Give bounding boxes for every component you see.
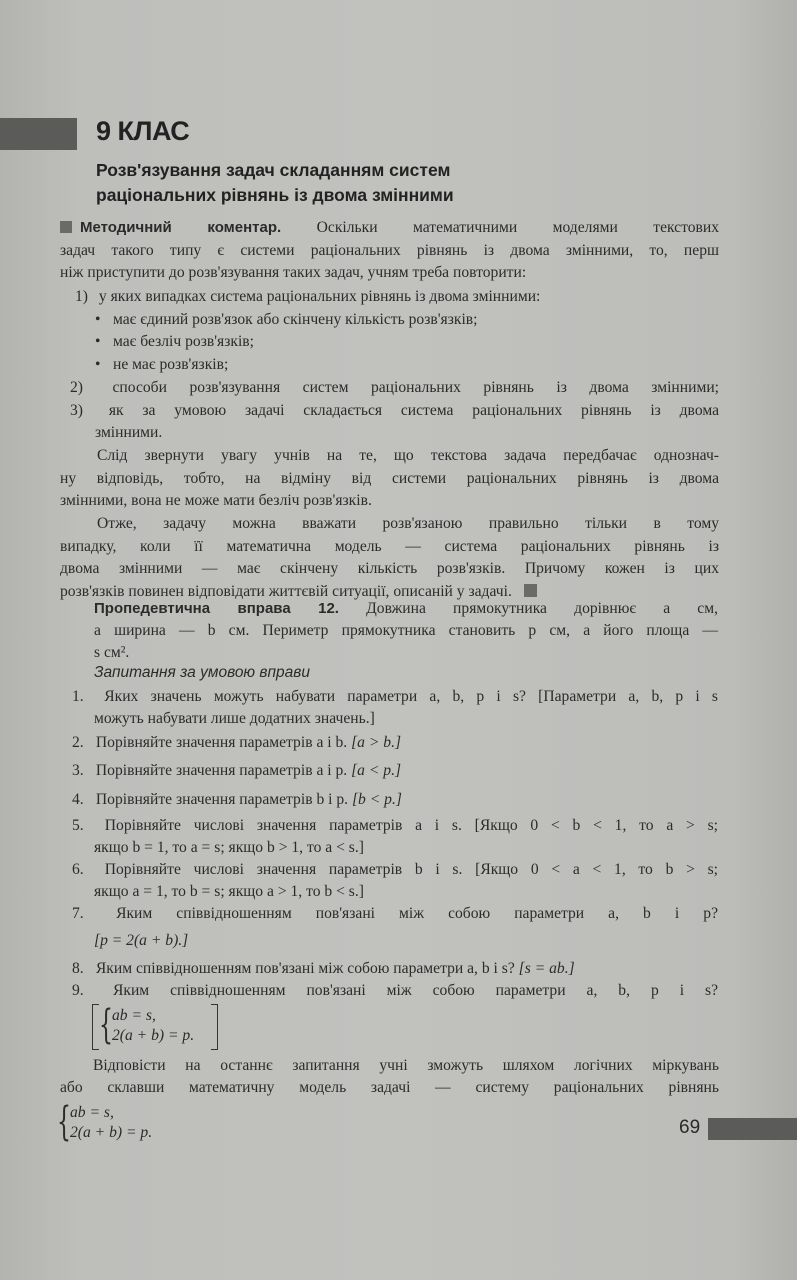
section-title-line-2: раціональних рівнянь із двома змінними <box>96 185 454 205</box>
bullet-icon: • <box>95 311 101 328</box>
answer-system <box>112 1006 194 1046</box>
exercise-line-1: Пропедевтична вправа 12. Довжина прямокутника дорівнює a см, <box>94 600 718 617</box>
final-system <box>70 1103 152 1143</box>
answer: [b < p.] <box>351 791 402 808</box>
bullet-item: • не має розв'язків; <box>95 354 739 376</box>
question-4: 4. Порівняйте значення параметрів b і p. [b < p.] <box>72 791 402 808</box>
end-square-icon <box>524 584 537 597</box>
question-6-cont: якщо a = 1, то b = s; якщо a > 1, то b < s.] <box>94 883 364 900</box>
brace-icon: { <box>99 1002 113 1048</box>
list-item-3: 3) як за умовою задачі складається система раціональних рівнянь із двома <box>70 402 719 419</box>
comment-line-1 <box>60 217 719 239</box>
exercise-line-3: s см². <box>94 644 130 661</box>
bullet-item: • має безліч розв'язків; <box>95 331 739 353</box>
comment-line-2: задач такого типу є системи раціональних рівнянь із двома змінними, то, перш <box>60 242 719 259</box>
page-number-bar-decoration <box>708 1118 797 1140</box>
question-1: 1. Яких значень можуть набувати параметри a, b, p і s? [Параметри a, b, p і s <box>72 688 718 705</box>
question-3: 3. Порівняйте значення параметрів a і p. [a < p.] <box>72 762 402 779</box>
bullet-item: • має єдиний розв'язок або скінчену кількість розв'язків; <box>95 309 739 331</box>
grade-heading: 9 КЛАС <box>96 116 190 146</box>
equation: 2(a + b) = p. <box>112 1027 195 1044</box>
paragraph-2-line: Отже, задачу можна вважати розв'язаною правильно тільки в тому <box>97 515 719 532</box>
equation: 2(a + b) = p. <box>70 1124 153 1141</box>
question-6: 6. Порівняйте числові значення параметрів b і s. [Якщо 0 < a < 1, то b > s; <box>72 861 719 878</box>
list-item-3-cont: змінними. <box>95 424 163 441</box>
bullet-icon: • <box>95 333 101 350</box>
question-9: 9. Яким співвідношенням пов'язані між собою параметри a, b, p і s? <box>72 982 718 999</box>
header-bar-decoration <box>0 118 77 150</box>
exercise-label: Пропедевтична вправа 12. <box>94 600 339 617</box>
bullet-icon: • <box>95 356 101 373</box>
brace-icon: { <box>57 1099 71 1145</box>
closing-line-2: або склавши математичну модель задачі — систему раціональних рівнянь <box>60 1079 719 1096</box>
question-8: 8. Яким співвідношенням пов'язані між собою параметри a, b і s? [s = ab.] <box>72 960 575 977</box>
closing-line-1: Відповісти на останнє запитання учні зможуть шляхом логічних міркувань <box>93 1057 719 1074</box>
equation: ab = s, <box>112 1007 156 1024</box>
answer: [a < p.] <box>351 762 402 779</box>
comment-line-3: ніж приступити до розв'язування таких задач, учням треба повторити: <box>60 264 527 281</box>
question-7-answer: [p = 2(a + b).] <box>94 932 189 949</box>
question-5: 5. Порівняйте числові значення параметрів a і s. [Якщо 0 < b < 1, то a > s; <box>72 817 718 834</box>
paragraph-2-line: двома змінними — має скінчену кількість розв'язків. Причому кожен із цих <box>60 560 719 577</box>
answer: [s = ab.] <box>518 960 575 977</box>
list-item-1: 1) у яких випадках система раціональних рівнянь із двома змінними: <box>75 288 541 305</box>
page-number: 69 <box>679 1117 701 1138</box>
comment-label: Методичний коментар. <box>80 219 282 236</box>
comment-text: Оскільки математичними моделями текстових <box>316 219 720 236</box>
question-1-cont: можуть набувати лише додатних значень.] <box>94 710 375 727</box>
paragraph-1-line: Слід звернути увагу учнів на те, що текстова задача передбачає однознач- <box>97 447 719 464</box>
question-2: 2. Порівняйте значення параметрів a і b. [a > b.] <box>72 734 402 751</box>
square-marker-icon <box>60 221 72 233</box>
question-5-cont: якщо b = 1, то a = s; якщо b > 1, то a < s.] <box>94 839 364 856</box>
list-item-2: 2) способи розв'язування систем раціональних рівнянь із двома змінними; <box>70 379 719 396</box>
paragraph-2-line: розв'язків повинен відповідати життєвій ситуації, описаній у задачі. <box>60 581 719 603</box>
questions-heading: Запитання за умовою вправи <box>94 664 310 681</box>
question-7: 7. Яким співвідношенням пов'язані між собою параметри a, b і p? <box>72 905 719 922</box>
exercise-line-2: а ширина — b см. Периметр прямокутника становить p см, а його площа — <box>94 622 718 639</box>
section-title-line-1: Розв'язування задач складанням систем <box>96 160 451 180</box>
paragraph-1-line: ну відповідь, тобто, на відміну від системи раціональних рівнянь із двома <box>60 470 719 487</box>
equation: ab = s, <box>70 1104 114 1121</box>
paragraph-1-line: змінними, вона не може мати безліч розв'язків. <box>60 492 372 509</box>
paragraph-2-line: випадку, коли її математична модель — система раціональних рівнянь із <box>60 538 719 555</box>
answer: [a > b.] <box>351 734 402 751</box>
